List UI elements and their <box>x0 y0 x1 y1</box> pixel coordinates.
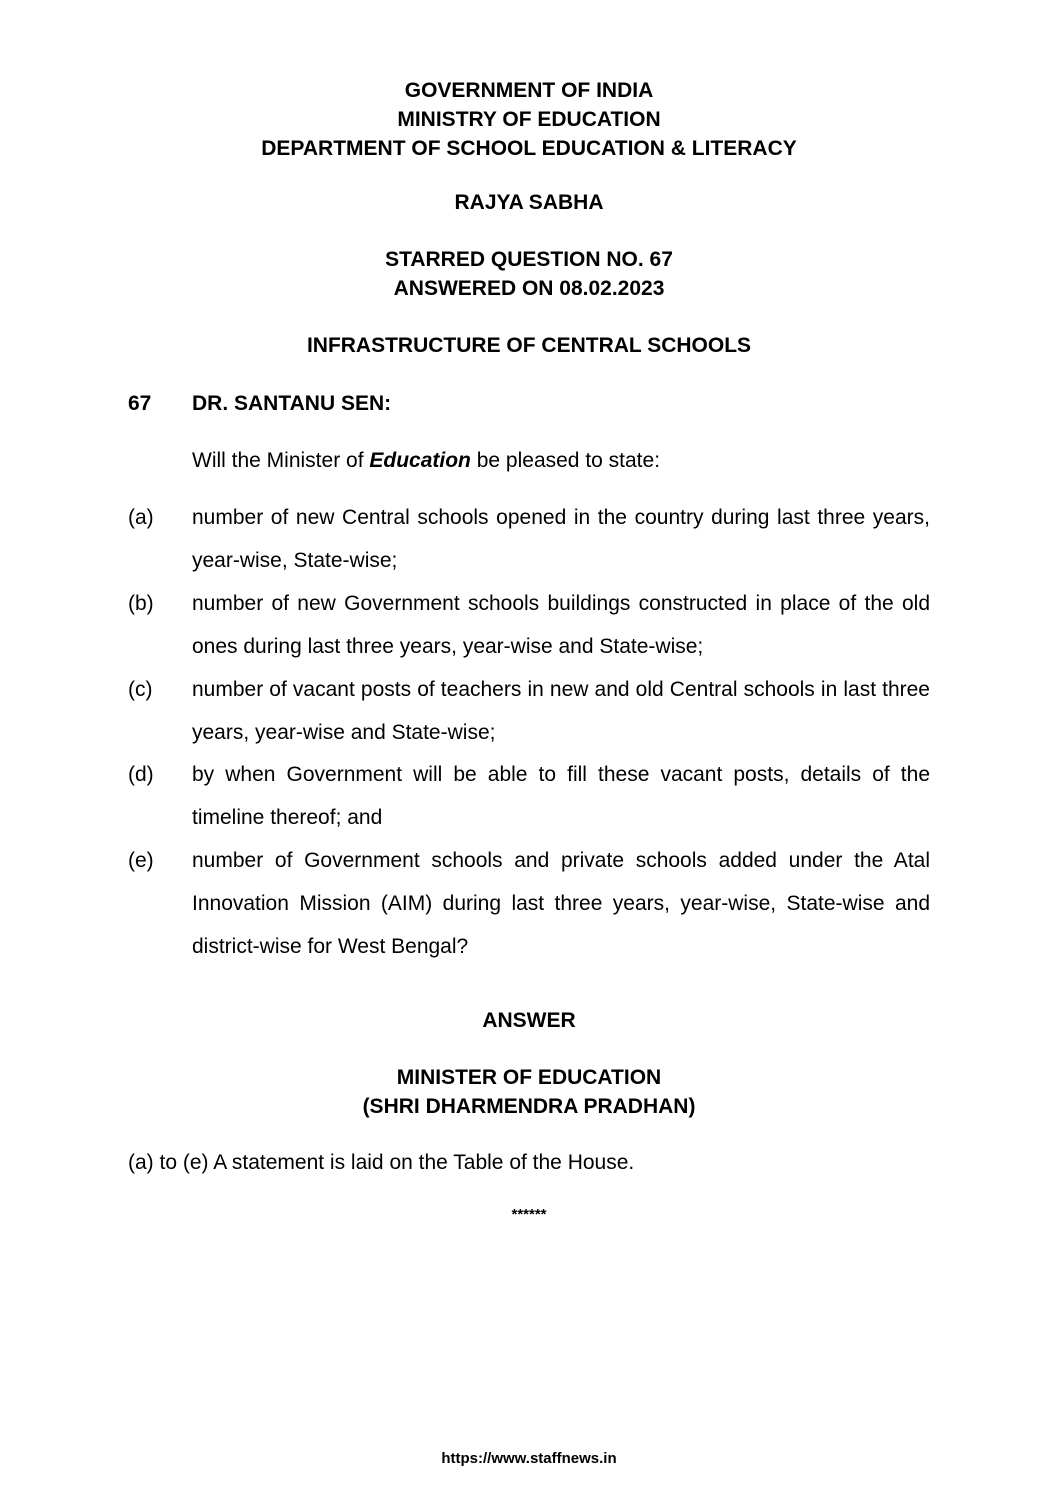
intro-before: Will the Minister of <box>192 449 370 472</box>
question-part-c <box>128 668 930 754</box>
part-text: by when Government will be able to fill these vacant posts, details of the timeline thereof; and <box>192 763 930 829</box>
part-text: number of vacant posts of teachers in new and old Central schools in last three years, year-wise and State-wise; <box>192 678 930 744</box>
answered-date-line: ANSWERED ON 08.02.2023 <box>393 277 665 300</box>
minister-title: MINISTER OF EDUCATION <box>396 1066 662 1089</box>
part-label: (d) <box>128 763 154 786</box>
question-meta <box>0 245 1058 303</box>
intro-ministry: Education <box>369 449 471 472</box>
member-name: DR. SANTANU SEN: <box>192 392 392 415</box>
intro-after: be pleased to state: <box>470 449 661 472</box>
question-part-e <box>128 839 930 968</box>
part-label: (b) <box>128 592 154 615</box>
end-separator: ****** <box>511 1206 547 1223</box>
header-department: DEPARTMENT OF SCHOOL EDUCATION & LITERACY <box>261 137 797 160</box>
question-number: 67 <box>128 392 152 415</box>
question-part-a <box>128 496 930 582</box>
document-header <box>0 76 1058 163</box>
part-label: (e) <box>128 849 154 872</box>
question-intro <box>192 446 660 475</box>
question-number-line: STARRED QUESTION NO. 67 <box>385 248 673 271</box>
question-part-d <box>128 753 930 839</box>
minister-block <box>0 1063 1058 1121</box>
answer-heading: ANSWER <box>482 1009 576 1032</box>
part-label: (a) <box>128 506 154 529</box>
question-part-b <box>128 582 930 668</box>
footer-url: https://www.staffnews.in <box>441 1450 617 1467</box>
part-label: (c) <box>128 678 153 701</box>
part-text: number of Government schools and private schools added under the Atal Innovation Mission (AIM) during last three years, year-wise, State-wise and district-wise for West Bengal? <box>192 849 930 958</box>
header-ministry: MINISTRY OF EDUCATION <box>397 108 661 131</box>
question-subject: INFRASTRUCTURE OF CENTRAL SCHOOLS <box>306 334 752 357</box>
header-government: GOVERNMENT OF INDIA <box>404 79 654 102</box>
part-text: number of new Central schools opened in the country during last three years, year-wise, State-wise; <box>192 506 930 572</box>
part-text: number of new Government schools buildings constructed in place of the old ones during last three years, year-wise and State-wise; <box>192 592 930 658</box>
answer-text: (a) to (e) A statement is laid on the Table of the House. <box>128 1151 635 1174</box>
minister-name: (SHRI DHARMENDRA PRADHAN) <box>362 1095 696 1118</box>
house-name: RAJYA SABHA <box>454 191 604 214</box>
